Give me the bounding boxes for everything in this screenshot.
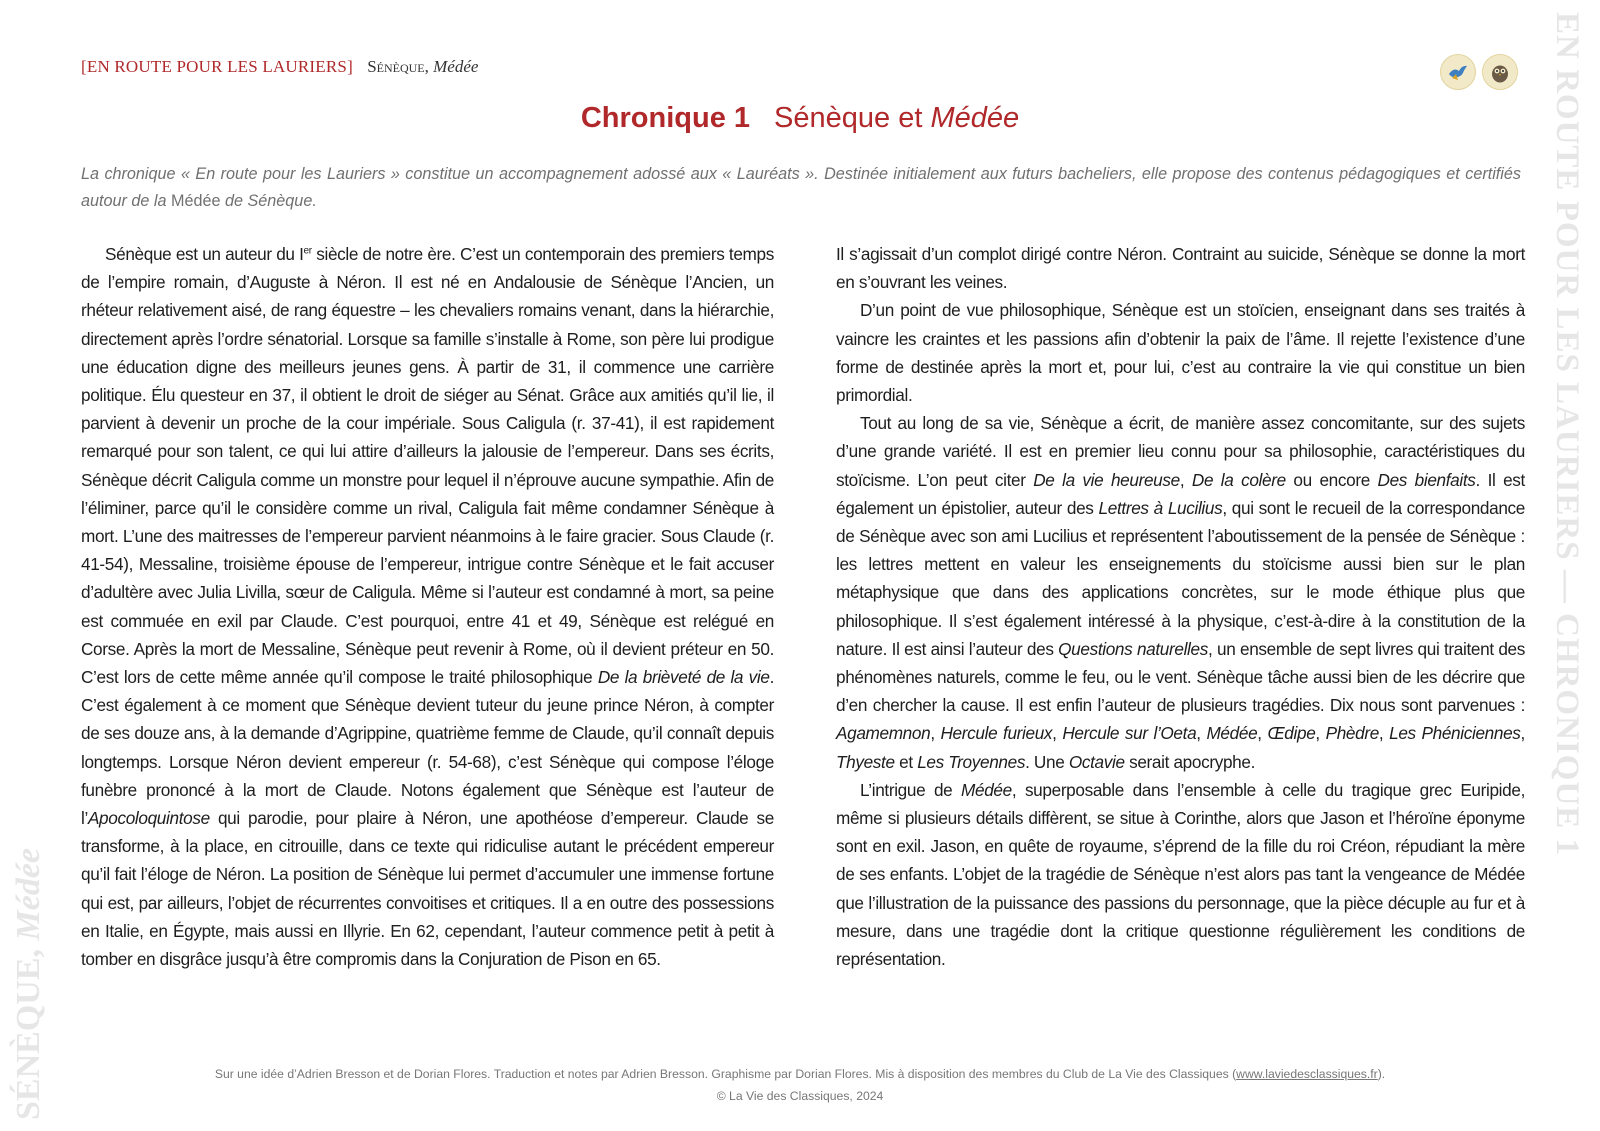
intro-end: de Sénèque. [225,192,317,210]
work-title: Hercule furieux [940,723,1053,744]
work-title: Agamemnon [836,723,931,744]
text: serait apocryphe. [1124,751,1255,772]
text: , qui sont le recueil de la correspondance de Sénèque avec son ami Lucilius et représentent l’aboutissement de la pensée de Sénèque : les lettres mettent en valeur les enseignements du stoïcisme aussi bien sur le plan métaphysique que dans des applications concrètes, sur le mode éthique plus que philosophique. Il s’est également intéressé à la physique, c’est-à-dire à la constitution de la nature. Il est ainsi l’auteur des [836,497,1525,659]
right-column [836,240,1525,973]
text: , [1378,723,1390,744]
intro-work: Médée [171,192,221,210]
paragraph [81,240,774,973]
text: L’intrigue de [860,779,962,800]
watermark-author: SÉNÈQUE, [10,949,47,1120]
text: , [1052,723,1063,744]
watermark-work: Médée [10,847,47,941]
text: et [894,751,918,772]
paragraph: Il s’agissait d’un complot dirigé contre Néron. Contraint au suicide, Sénèque se donne la mort en s’ouvrant les veines. [836,244,1525,293]
work-title: Lettres à Lucilius [1098,497,1223,518]
page-title [0,102,1600,135]
paragraph [836,776,1525,973]
work-title: Les Troyennes [917,751,1026,772]
work-title: Œdipe [1267,723,1316,744]
left-column [81,240,774,973]
text: , [930,723,941,744]
text: , superposable dans l’ensemble à celle du tragique grec Euripide, même si plusieurs détails diffèrent, se situe à Corinthe, alors que Jason et l’héroïne éponyme sont en exil. Jason, en quête de royaume, s’éprend de la fille du roi Créon, répudiant la mère de ses enfants. L’objet de la tragédie de Sénèque n’est alors pas tant la vengeance de Médée que l’illustration de la puissance des passions du personnage, que la pièce décuple au fur et à mesure, dans une tragédie dont la critique questionne régulièrement les conditions de représentation. [836,779,1525,970]
work-title: Des bienfaits [1377,469,1476,490]
work-title: Hercule sur l’Oeta [1062,723,1197,744]
bird-logo-icon [1440,54,1476,90]
superscript: er [303,245,312,257]
work-title: De la colère [1191,469,1286,490]
copyright: © La Vie des Classiques, 2024 [716,1089,884,1103]
series-title: [EN ROUTE POUR LES LAURIERS] [81,57,353,76]
work-title: Questions naturelles [1058,638,1208,659]
text: qui parodie, pour plaire à Néron, une apothéose d’empereur. Claude se transforme, à la place, en citrouille, dans ce texte qui ridiculise autant le précédent empereur qu’il fait l’éloge de Néron. La position de Sénèque lui permet d’accumuler une immense fortune qui est, par ailleurs, l’objet de récurrentes convoitises et critiques. Il a en outre des possessions en Italie, en Égypte, mais aussi en Illyrie. En 62, cependant, l’auteur commence petit à petit à tomber en disgrâce jusqu’à être compromis dans la Conjuration de Pison en 65. [81,808,774,970]
intro-paragraph [81,161,1521,215]
credits-text: Sur une idée d’Adrien Bresson et de Dorian Flores. Traduction et notes par Adrien Bresson. Graphisme par Dorian Flores. Mis à disposition des membres du Club de La Vie des Classiques ( [214,1067,1237,1081]
text: , un ensemble de sept livres qui traitent des phénomènes naturels, comme le feu, ou le vent. Sénèque tâche aussi bien de les décrire que d’en chercher la cause. Il est enfin l’auteur de plusieurs tragédies. Dix nous sont parvenues : [836,638,1525,716]
footer-credits [0,1063,1600,1085]
logo-group [1440,54,1518,90]
chronicle-label: Chronique 1 [580,102,751,134]
page-footer [0,1063,1600,1107]
website-link[interactable]: www.laviedesclassiques.fr [1236,1067,1378,1081]
text: . Une [1025,751,1069,772]
text: ou encore [1285,469,1378,490]
credits-end: ). [1377,1067,1386,1081]
bird-logo-graphic [1445,59,1471,85]
owl-logo-graphic [1487,59,1513,85]
text: , [1315,723,1326,744]
work-title: Les Phéniciennes [1389,723,1521,744]
text: . Il est également un épistolier, auteur des [836,469,1525,518]
work-title: Médée [1206,723,1258,744]
paragraph: D’un point de vue philosophique, Sénèque est un stoïcien, enseignant dans ses traités à vaincre les craintes et les passions afin d’obtenir la paix de l’âme. Il rejette l’existence d’une forme de destinée après la mort et, pour lui, c’est au contraire la vie qui constitue un bien primordial. [836,300,1525,406]
chronicle-subtitle: Sénèque et [774,102,923,134]
work-title: Apocoloquintose [87,808,210,829]
side-watermark-right: EN ROUTE POUR LES LAURIERS — CHRONIQUE 1 [1549,12,1585,857]
work-title: Phèdre [1325,723,1379,744]
text: Tout au long de sa vie, Sénèque a écrit, de manière assez concomitante, sur des sujets d’une grande variété. Il est en premier lieu connu pour sa philosophie, caractéristiques du stoïcisme. L’on peut citer [836,413,1525,490]
work-title: Octavie [1068,751,1125,772]
work-title: De la brièveté de la vie [597,667,770,688]
header-author: Sénèque, [367,57,429,76]
owl-logo-icon [1482,54,1518,90]
text: , [1257,723,1268,744]
work-title: Médée [961,779,1012,800]
intro-text: La chronique « En route pour les Lauriers » constitue un accompagnement adossé aux « Lauréats ». Destinée initialement aux futurs bacheliers, elle propose des contenus pédagogiques et certifiés autour de la [81,165,1521,210]
paragraph [836,409,1525,776]
running-header [81,57,478,77]
text: . C’est également à ce moment que Sénèque devient tuteur du jeune prince Néron, à compter de ses douze ans, à la demande d’Agrippine, quatrième femme de Claude, qu’il connaît depuis longtemps. Lorsque Néron devient empereur (r. 54-68), c’est Sénèque qui compose l’éloge funèbre prononcé à la mort de Claude. Notons également que Sénèque est l’auteur de l’ [81,667,774,829]
text: , [1179,469,1192,490]
text: , [1196,723,1207,744]
work-title: De la vie heureuse [1033,469,1180,490]
work-title: Thyeste [836,751,895,772]
text: Sénèque est un auteur du I [105,244,304,264]
text: siècle de notre ère. C’est un contemporain des premiers temps de l’empire romain, d’Auguste à Néron. Il est né en Andalousie de Sénèque l’Ancien, un rhéteur relativement aisé, de rang équestre – les chevaliers romains venant, dans la hiérarchie, directement après l’ordre sénatorial. Lorsque sa famille s’installe à Rome, son père lui prodigue une éducation digne des meilleurs jeunes gens. À partir de 31, il commence une carrière politique. Élu questeur en 37, il obtient le droit de siéger au Sénat. Grâce aux amitiés qu’il lie, il parvient à devenir un proche de la cour impériale. Sous Caligula (r. 37-41), il est rapidement remarqué pour son talent, ce qui lui attire d’ailleurs la jalousie de l’empereur. Dans ses écrits, Sénèque décrit Caligula comme un monstre pour lequel il n’éprouve aucune sympathie. Afin de l’éliminer, parce qu’il le considère comme un rival, Caligula fait même condamner Sénèque à mort. L’une des maitresses de l’empereur parvient néanmoins à le faire gracier. Sous Claude (r. 41-54), Messaline, troisième épouse de l’empereur, intrigue contre Sénèque et le fait accuser d’adultère avec Julia Livilla, sœur de Caligula. Même si l’auteur est condamné à mort, sa peine est commuée en exil par Claude. C’est pourquoi, entre 41 et 49, Sénèque est relégué en Corse. Après la mort de Messaline, Sénèque peut revenir à Rome, où il devient préteur en 50. C’est lors de cette même année qu’il compose le traité philosophique [81,244,774,688]
header-work: Médée [433,57,479,76]
chronicle-work: Médée [930,102,1020,134]
text: , [1520,723,1525,744]
